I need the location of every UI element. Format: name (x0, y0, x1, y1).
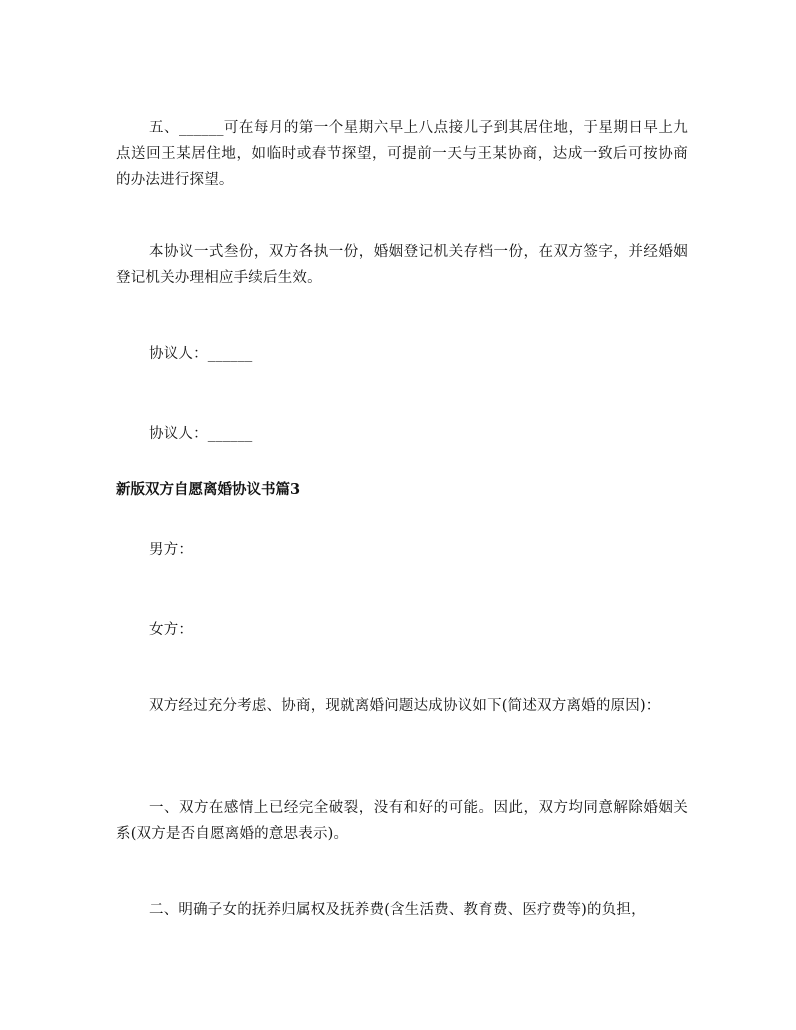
female-party-label: 女方： (149, 622, 194, 638)
clause-item-1: 一、双方在感情上已经完全破裂，没有和好的可能。因此，双方均同意解除婚姻关系(双方是否自愿离婚的意思表示)。 (116, 800, 688, 842)
signatory-line-1: 协议人：______ (149, 346, 253, 362)
clause-copies: 本协议一式叁份，双方各执一份，婚姻登记机关存档一份，在双方签字，并经婚姻登记机关办理相应手续后生效。 (116, 244, 688, 286)
clause-visitation: 五、______可在每月的第一个星期六早上八点接儿子到其居住地，于星期日早上九点送回王某居住地，如临时或春节探望，可提前一天与王某协商，达成一致后可按协商的办法进行探望。 (116, 120, 688, 188)
section-title: 新版双方自愿离婚协议书篇3 (116, 481, 301, 498)
intro-paragraph: 双方经过充分考虑、协商，现就离婚问题达成协议如下(简述双方离婚的原因)： (149, 698, 661, 714)
clause-item-2: 二、明确子女的抚养归属权及抚养费(含生活费、教育费、医疗费等)的负担， (149, 902, 646, 918)
signatory-line-2: 协议人：______ (149, 426, 253, 442)
male-party-label: 男方： (149, 542, 194, 558)
